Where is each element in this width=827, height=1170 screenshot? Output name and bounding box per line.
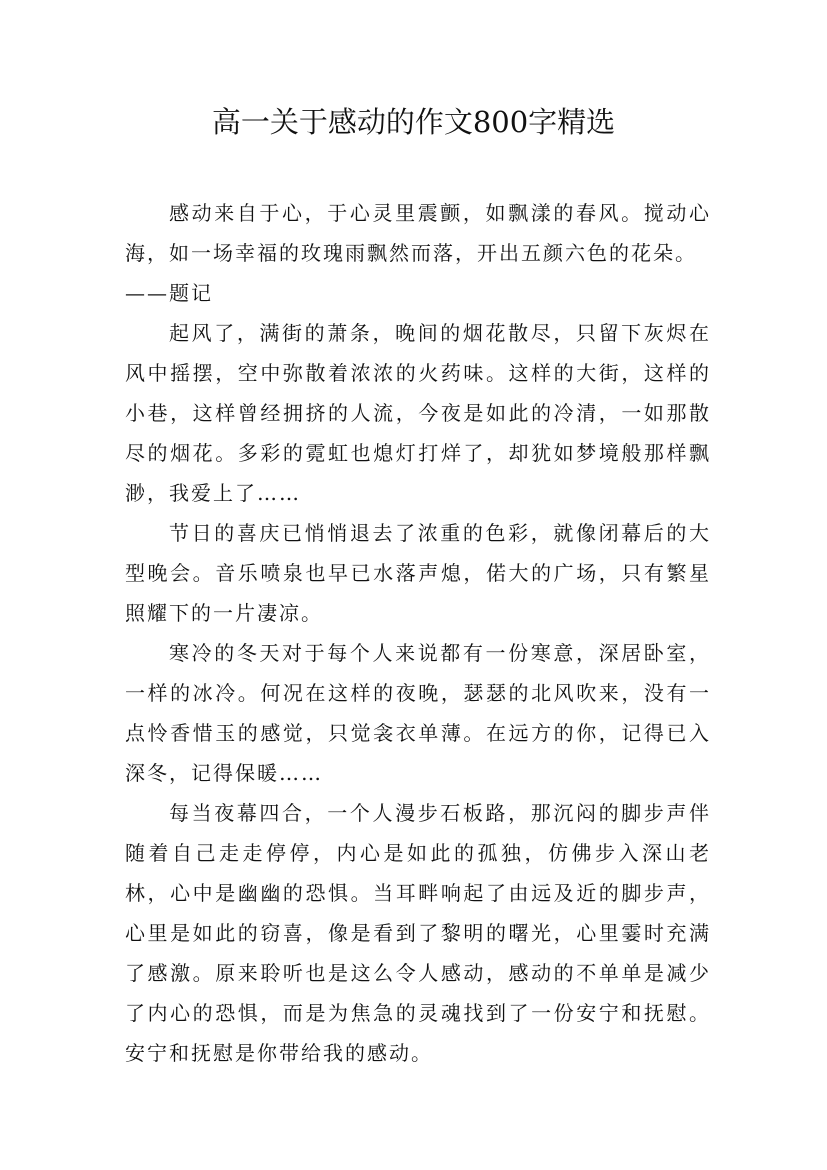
paragraph-epigraph-attribution: ——题记 <box>125 281 213 305</box>
paragraph-epigraph: 感动来自于心，于心灵里震颤，如飘漾的春风。搅动心海，如一场幸福的玫瑰雨飘然而落，开出五颜六色的花朵。 <box>125 201 711 265</box>
document-title: 高一关于感动的作文800字精选 <box>211 105 616 139</box>
paragraph-1: 起风了，满街的萧条，晚间的烟花散尽，只留下灰烬在风中摇摆，空中弥散着浓浓的火药味。这样的大街，这样的小巷，这样曾经拥挤的人流，今夜是如此的冷清，一如那散尽的烟花。多彩的霓虹也熄灯打烊了，却犹如梦境般那样飘渺，我爱上了…… <box>125 321 711 505</box>
document-body <box>125 193 711 1073</box>
paragraph-3: 寒冷的冬天对于每个人来说都有一份寒意，深居卧室，一样的冰冷。何况在这样的夜晚，瑟瑟的北风吹来，没有一点怜香惜玉的感觉，只觉衾衣单薄。在远方的你，记得已入深冬，记得保暖…… <box>125 641 711 785</box>
paragraph-2: 节日的喜庆已悄悄退去了浓重的色彩，就像闭幕后的大型晚会。音乐喷泉也早已水落声熄，偌大的广场，只有繁星照耀下的一片凄凉。 <box>125 521 711 625</box>
paragraph-4: 每当夜幕四合，一个人漫步石板路，那沉闷的脚步声伴随着自己走走停停，内心是如此的孤独，仿佛步入深山老林，心中是幽幽的恐惧。当耳畔响起了由远及近的脚步声，心里是如此的窃喜，像是看到了黎明的曙光，心里霎时充满了感激。原来聆听也是这么令人感动，感动的不单单是减少了内心的恐惧，而是为焦急的灵魂找到了一份安宁和抚慰。安宁和抚慰是你带给我的感动。 <box>125 801 711 1065</box>
